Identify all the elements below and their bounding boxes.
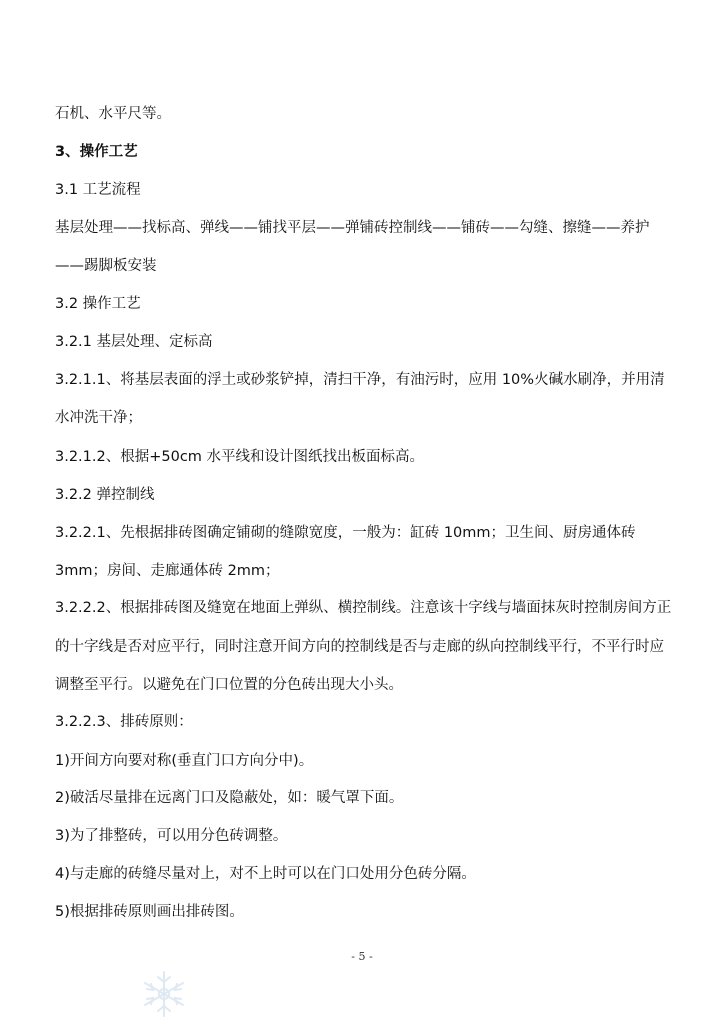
paragraph-line: 的十字线是否对应平行，同时注意开间方向的控制线是否与走廊的纵向控制线平行，不平行时应 xyxy=(55,639,664,655)
snowflake-logo-icon xyxy=(138,968,190,1020)
list-item: 1)开间方向要对称(垂直门口方向分中)。 xyxy=(55,753,314,769)
paragraph-line: 调整至平行。以避免在门口位置的分色砖出现大小头。 xyxy=(55,677,403,693)
paragraph-line: 3.2.1.1、将基层表面的浮土或砂浆铲掉，清扫干净，有油污时，应用 10%火碱水刷净，并用清 xyxy=(55,372,665,388)
list-item: 5)根据排砖原则画出排砖图。 xyxy=(55,904,244,920)
paragraph-line: 3.2.2.2、根据排砖图及缝宽在地面上弹纵、横控制线。注意该十字线与墙面抹灰时控制房间方正 xyxy=(55,600,672,616)
list-item: 2)破活尽量排在远离门口及隐蔽处，如：暖气罩下面。 xyxy=(55,790,404,806)
list-item: 4)与走廊的砖缝尽量对上，对不上时可以在门口处用分色砖分隔。 xyxy=(55,866,476,882)
page-number: - 5 - xyxy=(351,950,373,963)
section-heading: 3、操作工艺 xyxy=(55,144,138,160)
subsection-heading: 3.2.2 弹控制线 xyxy=(55,487,155,503)
list-item: 3)为了排整砖，可以用分色砖调整。 xyxy=(55,828,288,844)
subsection-heading: 3.1 工艺流程 xyxy=(55,182,141,198)
subsection-heading: 3.2.1 基层处理、定标高 xyxy=(55,334,213,350)
paragraph-line: 石机、水平尺等。 xyxy=(55,106,171,122)
paragraph-line: 基层处理——找标高、弹线——铺找平层——弹铺砖控制线——铺砖——勾缝、擦缝——养护 xyxy=(55,220,650,236)
paragraph-line: 3.2.2.3、排砖原则： xyxy=(55,714,193,730)
paragraph-line: 水冲洗干净； xyxy=(55,410,142,426)
paragraph-line: 3.2.1.2、根据+50cm 水平线和设计图纸找出板面标高。 xyxy=(55,449,425,465)
paragraph-line: ——踢脚板安装 xyxy=(55,258,157,274)
paragraph-line: 3mm；房间、走廊通体砖 2mm； xyxy=(55,563,280,579)
paragraph-line: 3.2.2.1、先根据排砖图确定铺砌的缝隙宽度，一般为：缸砖 10mm；卫生间、厨房通体砖 xyxy=(55,525,636,541)
subsection-heading: 3.2 操作工艺 xyxy=(55,296,141,312)
